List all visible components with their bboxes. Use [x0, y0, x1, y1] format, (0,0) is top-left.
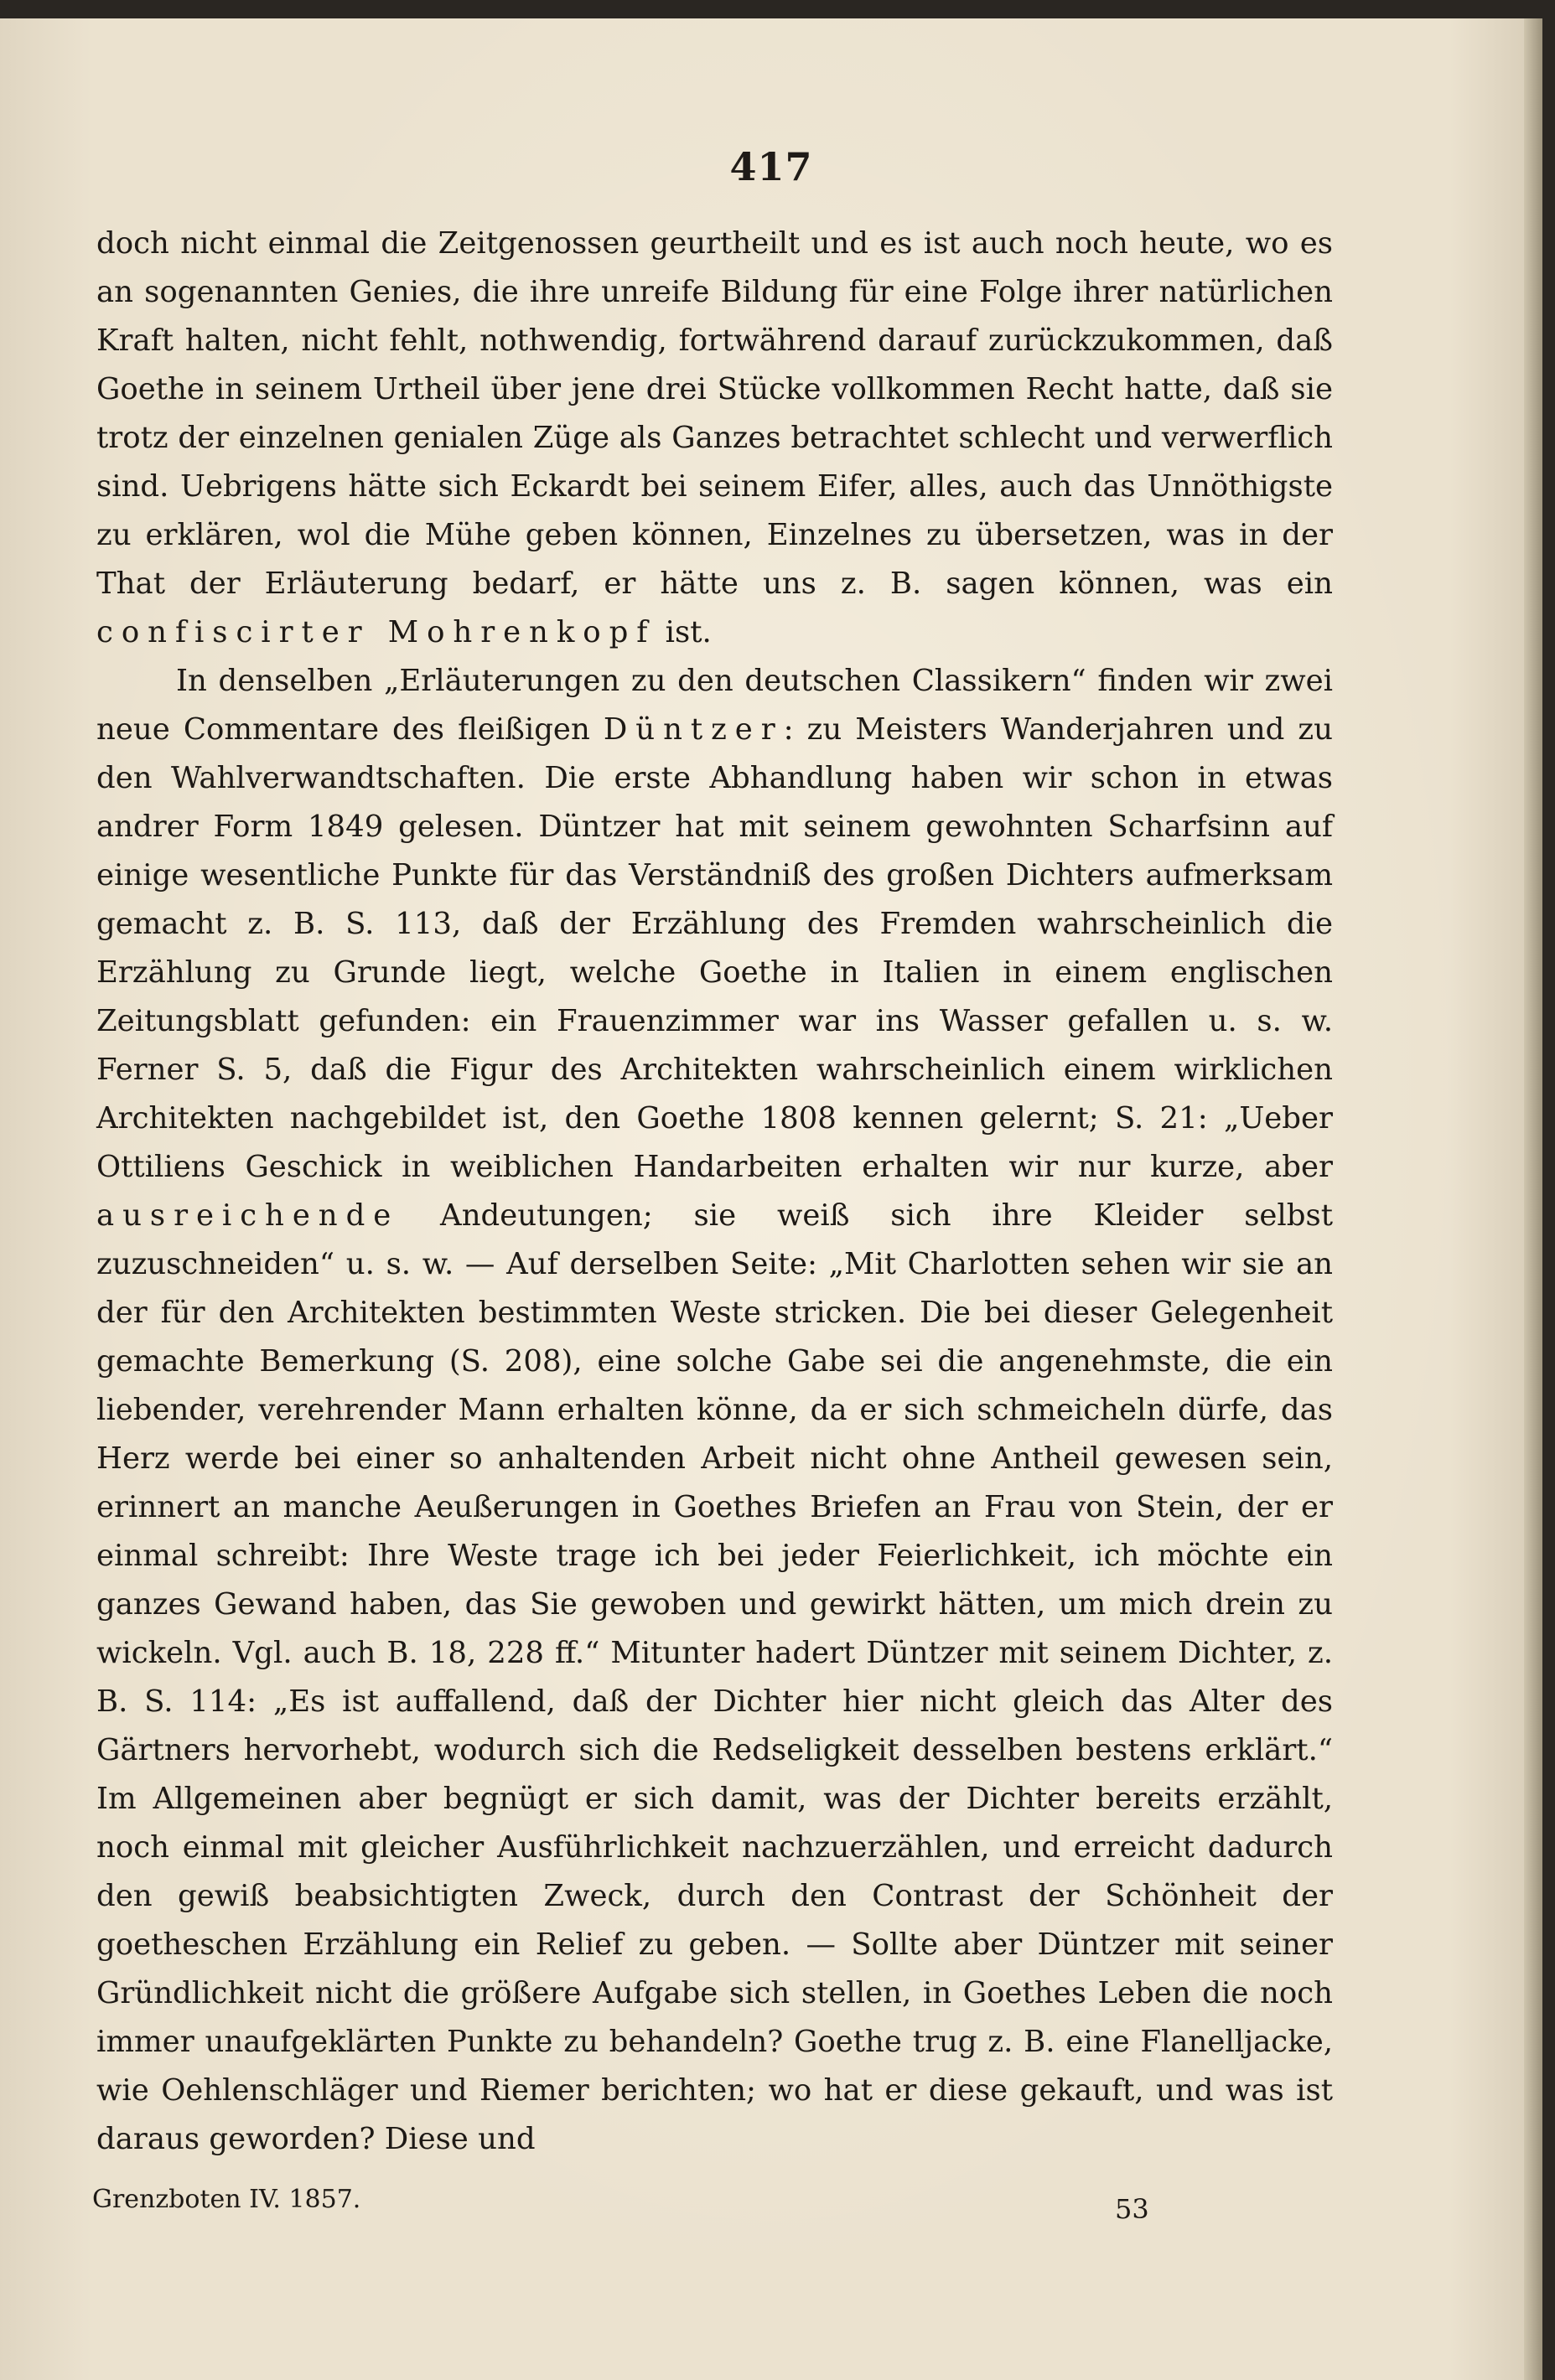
paragraph [96, 220, 1333, 657]
text-run: doch nicht einmal die Zeitgenossen geurtheilt und es ist auch noch heute, wo es an sogenannten Genies, die ihre unreife Bildung für eine Folge ihrer natürlichen Kraft halten, nicht fehlt, nothwendig, fortwährend darauf zurückzukommen, daß Goethe in seinem Urtheil über jene drei Stücke vollkommen Recht hatte, daß sie trotz der einzelnen genialen Züge als Ganzes betrachtet schlecht und verwerflich sind. Uebrigens hätte sich Eckardt bei seinem Eifer, alles, auch das Unnöthigste zu erklären, wol die Mühe geben können, Einzelnes zu übersetzen, was in der That der Erläuterung bedarf, er hätte uns z. B. sagen können, was ein [96, 226, 1333, 601]
page-footer [0, 2185, 1542, 2235]
page-number: 417 [729, 144, 813, 189]
paragraph [96, 657, 1333, 2164]
text-run: In denselben „Erläuterungen zu den deutschen Classikern“ finden wir zwei neue Commentare des fleißigen [96, 664, 1333, 747]
emphasized-text: Düntzer [603, 712, 784, 747]
sheet-number: 53 [1115, 2193, 1149, 2225]
text-run: Andeutungen; sie weiß sich ihre Kleider selbst zuzuschneiden“ u. s. w. — Auf derselben Seite: „Mit Charlotten sehen wir sie an der für den Architekten bestimmten Weste stricken. Die bei dieser Gelegenheit gemachte Bemerkung (S. 208), eine solche Gabe sei die angenehmste, die ein liebender, verehrender Mann erhalten könne, da er sich schmeicheln dürfe, das Herz werde bei einer so anhaltenden Arbeit nicht ohne Antheil gewesen sein, erinnert an manche Aeußerungen in Goethes Briefen an Frau von Stein, der er einmal schreibt: Ihre Weste trage ich bei jeder Feierlichkeit, ich möchte ein ganzes Gewand haben, das Sie gewoben und gewirkt hätten, um mich drein zu wickeln. Vgl. auch B. 18, 228 ff.“ Mitunter hadert Düntzer mit seinem Dichter, z. B. S. 114: „Es ist auffallend, daß der Dichter hier nicht gleich das Alter des Gärtners hervorhebt, wodurch sich die Redseligkeit desselben bestens erklärt.“ Im Allgemeinen aber begnügt er sich damit, was der Dichter bereits erzählt, noch einmal mit gleicher Ausführlichkeit nachzuerzählen, und erreicht dadurch den gewiß beabsichtigten Zweck, durch den Contrast der Schönheit der goetheschen Erzählung ein Relief zu geben. — Sollte aber Düntzer mit seiner Gründlichkeit nicht die größere Aufgabe sich stellen, in Goethes Leben die noch immer unaufgeklärten Punkte zu behandeln? Goethe trug z. B. eine Flanelljacke, wie Oehlenschläger und Riemer berichten; wo hat er diese gekauft, und was ist daraus geworden? Diese und [96, 1198, 1333, 2156]
text-run: ist. [656, 615, 712, 649]
emphasized-text: confiscirter Mohrenkopf [96, 615, 656, 649]
book-page [0, 18, 1542, 2380]
emphasized-text: ausreichende [96, 1198, 400, 1233]
signature-mark: Grenzboten IV. 1857. [92, 2185, 361, 2214]
body-text [96, 220, 1333, 2164]
page-edge [1524, 18, 1542, 2380]
text-run: : zu Meisters Wanderjahren und zu den Wahlverwandtschaften. Die erste Abhandlung haben wir schon in etwas andrer Form 1849 gelesen. Düntzer hat mit seinem gewohnten Scharfsinn auf einige wesentliche Punkte für das Verständniß des großen Dichters aufmerksam gemacht z. B. S. 113, daß der Erzählung des Fremden wahrscheinlich die Erzählung zu Grunde liegt, welche Goethe in Italien in einem englischen Zeitungsblatt gefunden: ein Frauenzimmer war ins Wasser gefallen u. s. w. Ferner S. 5, daß die Figur des Architekten wahrscheinlich einem wirklichen Architekten nachgebildet ist, den Goethe 1808 kennen gelernt; S. 21: „Ueber Ottiliens Geschick in weiblichen Handarbeiten erhalten wir nur kurze, aber [96, 712, 1333, 1184]
